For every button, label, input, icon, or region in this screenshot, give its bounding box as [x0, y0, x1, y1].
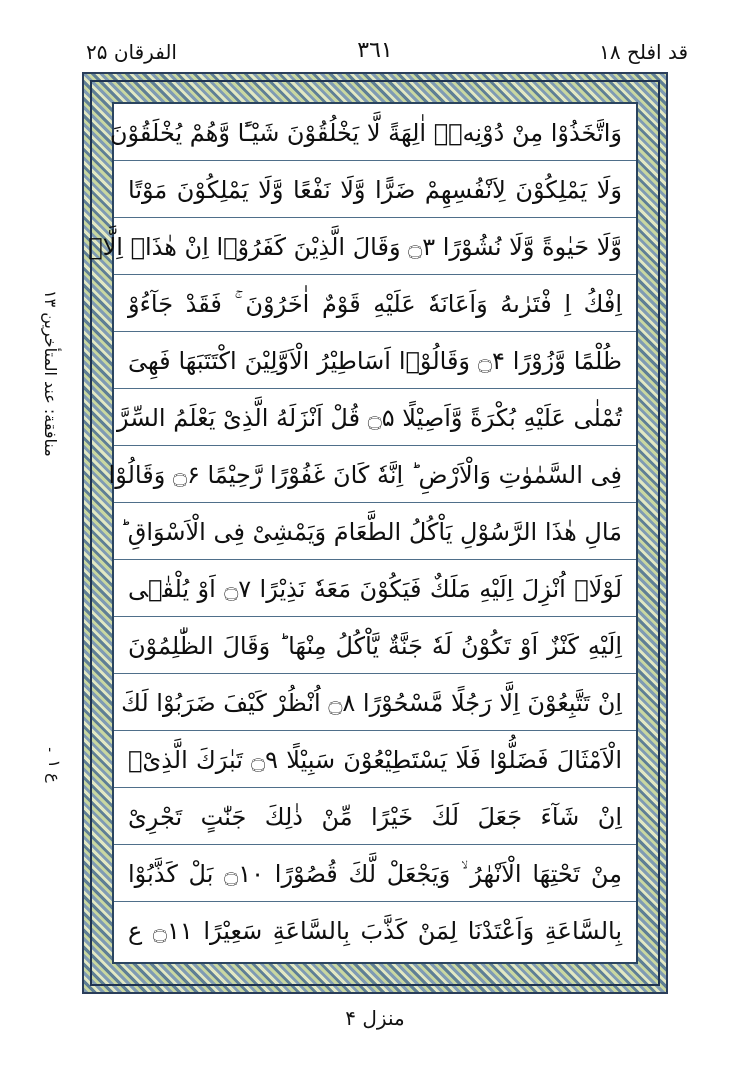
verse-line	[114, 275, 636, 332]
verse-text: اِنْ شَآءَ جَعَلَ لَكَ خَیْرًا مِّنْ ذٰلِكَ جَنّٰتٍ تَجْرِیْ	[128, 803, 622, 831]
verse-text: بِالسَّاعَةِ وَاَعْتَدْنَا لِمَنْ كَذَّبَ بِالسَّاعَةِ سَعِیْرًا ۝۱۱ ع	[128, 917, 622, 945]
verse-line	[114, 731, 636, 788]
ruku-marker: ع ۱ ۔	[45, 745, 64, 783]
verse-line	[109, 104, 636, 161]
verse-text: فِی السَّمٰوٰتِ وَالْاَرْضِ ؕ اِنَّهٗ كَانَ غَفُوْرًا رَّحِیْمًا ۝۶ وَقَالُوْا	[108, 461, 622, 489]
verse-text: مِنْ تَحْتِهَا الْاَنْهٰرُ ۙ وَیَجْعَلْ لَّكَ قُصُوْرًا ۝۱۰ بَلْ كَذَّبُوْا	[128, 860, 622, 888]
verse-line	[114, 332, 636, 389]
verse-line	[88, 218, 636, 275]
verse-text: وَلَا یَمْلِكُوْنَ لِاَنْفُسِهِمْ ضَرًّا وَّلَا نَفْعًا وَّلَا یَمْلِكُوْنَ مَوْتًا	[128, 176, 622, 204]
verse-line	[114, 845, 636, 902]
verse-text: لَوْلَاۤ اُنْزِلَ اِلَیْهِ مَلَكٌ فَیَكُوْنَ مَعَهٗ نَذِیْرًا ۝۷ اَوْ یُلْقٰۤى	[128, 575, 623, 603]
verse-text: الْاَمْثَالَ فَضَلُّوْا فَلَا یَسْتَطِیْعُوْنَ سَبِیْلًا ۝۹ تَبٰرَكَ الَّذِیْۤ	[128, 746, 623, 774]
juz-label: قد افلح ۱۸	[599, 40, 688, 64]
verse-line	[114, 788, 636, 845]
verse-text: ظُلْمًا وَّزُوْرًا ۝۴ وَقَالُوْۤا اَسَاطِیْرُ الْاَوَّلِیْنَ اكْتَتَبَهَا فَهِیَ	[128, 347, 622, 375]
margin-note: منافقة: عند المتأخرين ١٣	[41, 289, 60, 457]
verse-text: تُمْلٰى عَلَیْهِ بُكْرَةً وَّاَصِیْلًا ۝۵ قُلْ اَنْزَلَهُ الَّذِیْ یَعْلَمُ السِّرَّ	[116, 404, 622, 432]
verse-line	[108, 446, 636, 503]
surah-label: الفرقان ۲۵	[86, 40, 177, 64]
verse-text: مَالِ هٰذَا الرَّسُوْلِ یَاْكُلُ الطَّعَامَ وَیَمْشِیْ فِی الْاَسْوَاقِ ؕ	[120, 518, 622, 546]
verse-text: وَّلَا حَیٰوةً وَّلَا نُشُوْرًا ۝۳ وَقَالَ الَّذِیْنَ كَفَرُوْۤا اِنْ هٰذَاۤ اِلَّاۤ	[88, 233, 622, 261]
verse-text: وَاتَّخَذُوْا مِنْ دُوْنِهٖۤ اٰلِهَةً لَّا یَخْلُقُوْنَ شَیْـًٔا وَّهُمْ یُخْلَقُوْنَ	[109, 119, 622, 147]
verse-line	[114, 389, 636, 446]
verse-line	[114, 161, 636, 218]
text-panel	[88, 102, 638, 964]
manzil-footer: منزل ۴	[345, 1006, 405, 1030]
verse-line	[114, 902, 636, 959]
verse-line	[114, 674, 636, 731]
verse-line	[114, 617, 636, 674]
verse-text: اِنْ تَتَّبِعُوْنَ اِلَّا رَجُلًا مَّسْحُوْرًا ۝۸ اُنْظُرْ كَیْفَ ضَرَبُوْا لَكَ	[121, 689, 622, 717]
verse-line	[114, 503, 636, 560]
ornamental-border	[82, 72, 668, 994]
verse-text: اِلَیْهِ كَنْزٌ اَوْ تَكُوْنُ لَهٗ جَنَّةٌ یَّاْكُلُ مِنْهَا ؕ وَقَالَ الظّٰلِمُوْنَ	[128, 632, 622, 660]
verse-line	[114, 560, 636, 617]
verse-text: اِفْكُ اِ فْتَرٰىهُ وَاَعَانَهٗ عَلَیْهِ قَوْمٌ اٰخَرُوْنَ ۚ فَقَدْ جَآءُوْ	[128, 290, 622, 318]
page-number: ٣٦١	[357, 38, 393, 63]
